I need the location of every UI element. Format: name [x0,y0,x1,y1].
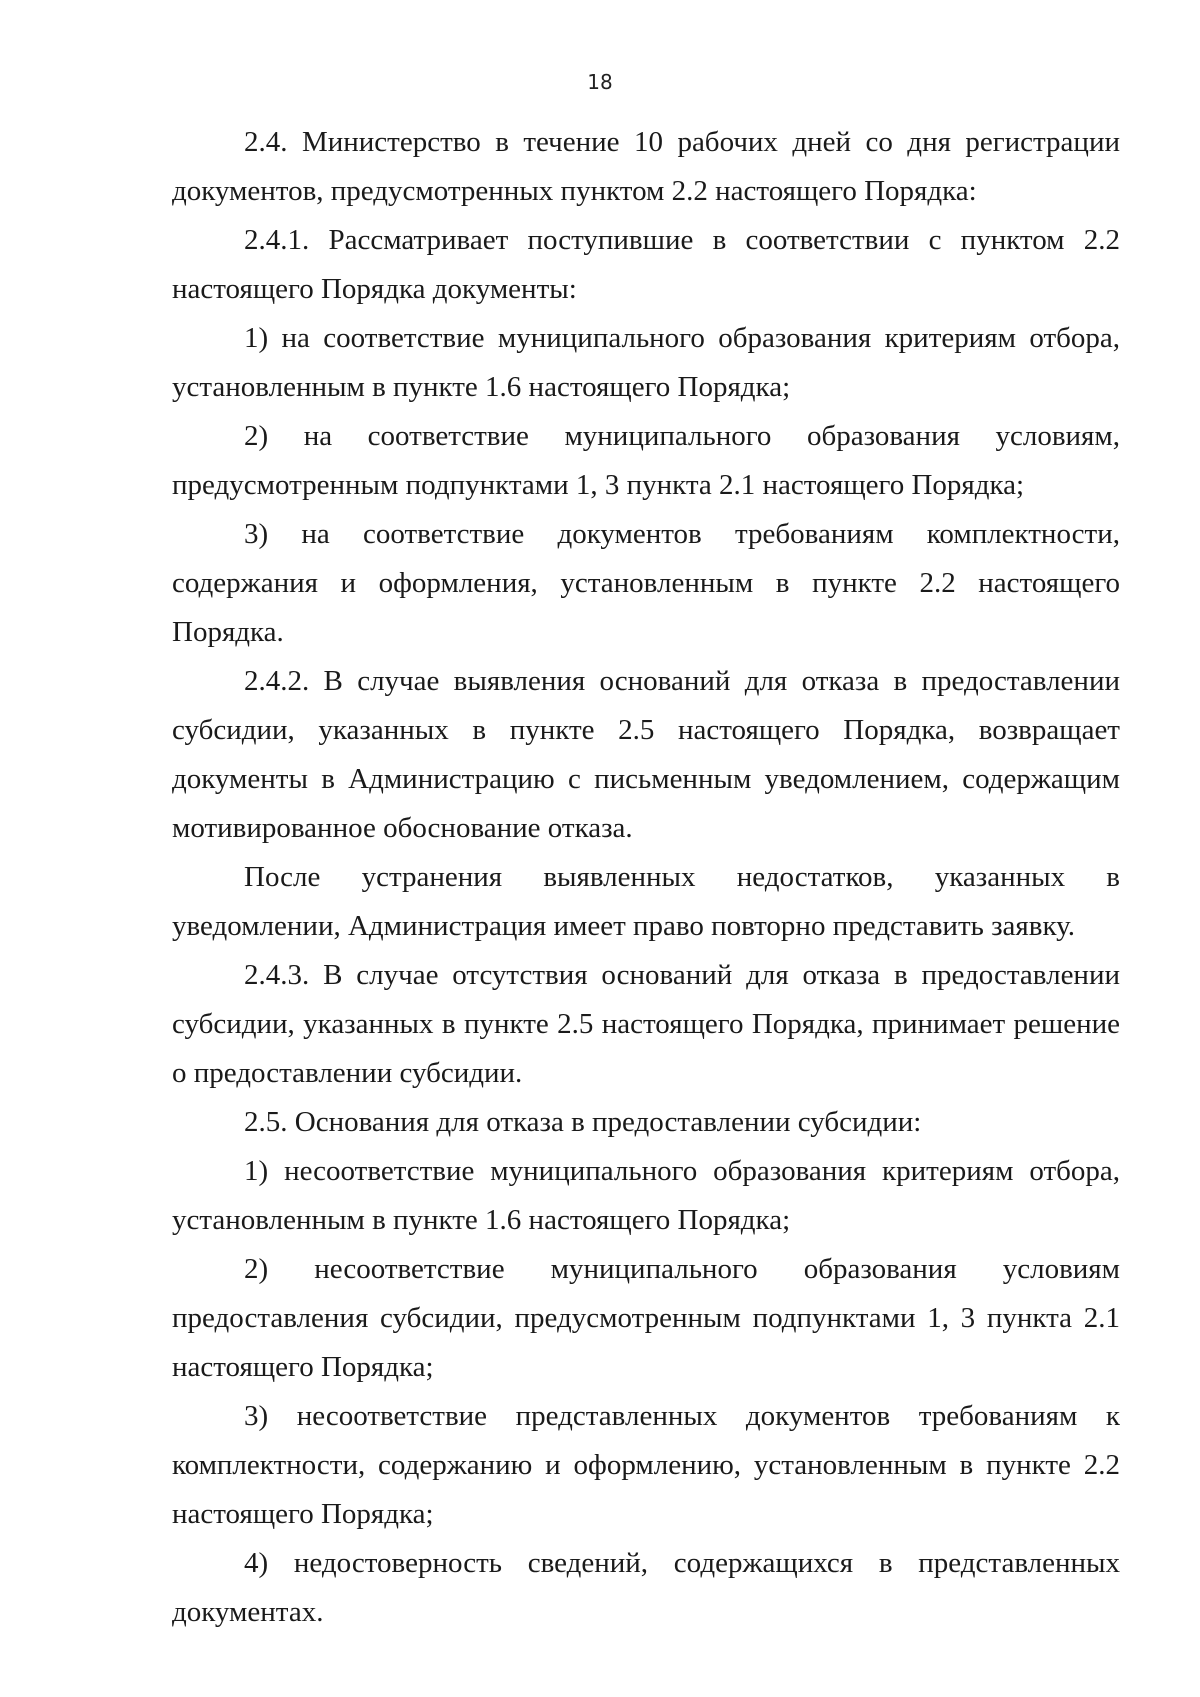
paragraph-2-4-2: 2.4.2. В случае выявления оснований для отказа в предоставлении субсидии, указанных в пункте 2.5 настоящего Порядка, возвращает документы в Администрацию с письменным уведомлением, содержащим мотивированное обоснование отказа. [172,665,1120,844]
paragraph-2-4-2-note: После устранения выявленных недостатков, указанных в уведомлении, Администрация имеет право повторно представить заявку. [172,861,1120,942]
paragraph-2-4-1-item-3: 3) на соответствие документов требованиям комплектности, содержания и оформления, установленным в пункте 2.2 настоящего Порядка. [172,518,1120,648]
paragraph-2-4-1: 2.4.1. Рассматривает поступившие в соответствии с пунктом 2.2 настоящего Порядка документы: [172,224,1120,305]
paragraph-2-4: 2.4. Министерство в течение 10 рабочих дней со дня регистрации документов, предусмотренных пунктом 2.2 настоящего Порядка: [172,126,1120,207]
paragraph-2-5-item-3: 3) несоответствие представленных документов требованиям к комплектности, содержанию и оформлению, установленным в пункте 2.2 настоящего Порядка; [172,1400,1120,1530]
paragraph-2-5-item-2: 2) несоответствие муниципального образования условиям предоставления субсидии, предусмотренным подпунктами 1, 3 пункта 2.1 настоящего Порядка; [172,1253,1120,1383]
paragraph-2-5-item-1: 1) несоответствие муниципального образования критериям отбора, установленным в пункте 1.6 настоящего Порядка; [172,1155,1120,1236]
paragraph-2-5-item-4: 4) недостоверность сведений, содержащихся в представленных документах. [172,1547,1120,1628]
paragraph-2-4-3: 2.4.3. В случае отсутствия оснований для отказа в предоставлении субсидии, указанных в пункте 2.5 настоящего Порядка, принимает решение о предоставлении субсидии. [172,959,1120,1089]
paragraph-2-4-1-item-1: 1) на соответствие муниципального образования критериям отбора, установленным в пункте 1.6 настоящего Порядка; [172,322,1120,403]
document-body [172,118,1120,1637]
paragraph-2-5: 2.5. Основания для отказа в предоставлении субсидии: [244,1106,922,1138]
page-number: 18 [587,70,613,94]
paragraph-2-4-1-item-2: 2) на соответствие муниципального образования условиям, предусмотренным подпунктами 1, 3 пункта 2.1 настоящего Порядка; [172,420,1120,501]
